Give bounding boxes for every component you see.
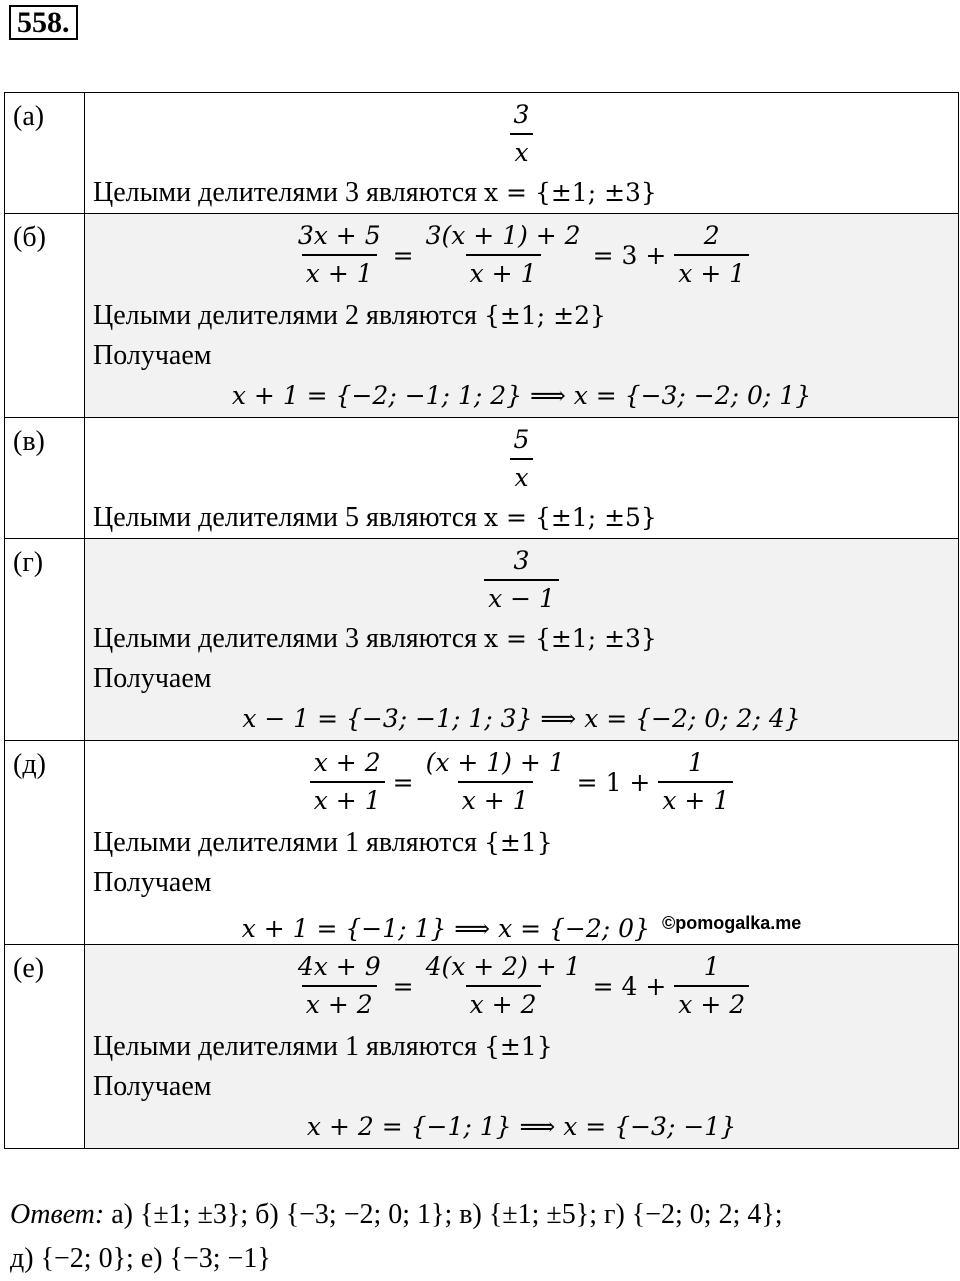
divisors-line: Целыми делителями 5 являются x = {±1; ±5}: [93, 502, 657, 533]
row-content: [85, 945, 959, 1149]
divisors-line: Целыми делителями 3 являются x = {±1; ±3}: [93, 177, 657, 208]
row-content: [85, 539, 959, 741]
row-label: (г): [5, 539, 85, 741]
row-label: (б): [5, 214, 85, 418]
fraction: $\frac{3}{x}$: [510, 97, 534, 171]
equation: $\frac{4x + 9}{x + 2}$ = $\frac{4(x + 2) + 1}{x + 2}$ = 4 + $\frac{1}{x + 2}$: [93, 945, 950, 1027]
solution-row-b: [5, 214, 959, 418]
solution-row-v: [5, 418, 959, 539]
answer-line-2: д) {−2; 0}; е) {−3; −1}: [10, 1243, 271, 1274]
divisors-line: Целыми делителями 3 являются x = {±1; ±3}: [93, 623, 657, 654]
solution-table: [4, 92, 959, 1149]
result-line: x + 1 = {−2; −1; 1; 2} ⟹ x = {−3; −2; 0; 1}: [231, 381, 812, 410]
get-label: Получаем: [93, 1071, 212, 1102]
row-label: (д): [5, 741, 85, 945]
get-label: Получаем: [93, 663, 212, 694]
solution-row-a: [5, 93, 959, 214]
get-label: Получаем: [93, 867, 212, 898]
result-line: x + 2 = {−1; 1} ⟹ x = {−3; −1}: [306, 1112, 737, 1141]
result-line: x − 1 = {−3; −1; 1; 3} ⟹ x = {−2; 0; 2; 4}: [242, 704, 801, 733]
row-content: [85, 418, 959, 539]
divisors-line: Целыми делителями 2 являются {±1; ±2}: [93, 300, 606, 331]
solution-row-g: [5, 539, 959, 741]
get-label: Получаем: [93, 340, 212, 371]
row-content: [85, 93, 959, 214]
answer-label: Ответ:: [10, 1199, 105, 1230]
row-content: [85, 214, 959, 418]
solution-row-d: [5, 741, 959, 945]
answer-line-1: Ответ: а) {±1; ±3}; б) {−3; −2; 0; 1}; в) {±1; ±5}; г) {−2; 0; 2; 4};: [10, 1199, 783, 1230]
row-label: (а): [5, 93, 85, 214]
equation: $\frac{x + 2}{x + 1}$ = $\frac{(x + 1) + 1}{x + 1}$ = 1 + $\frac{1}{x + 1}$: [93, 741, 950, 823]
watermark: ©pomogalka.me: [661, 913, 802, 933]
row-label: (в): [5, 418, 85, 539]
solution-row-e: [5, 945, 959, 1149]
result-line: x + 1 = {−1; 1} ⟹ x = {−2; 0} $^{©pomogalka.me}$: [241, 913, 802, 943]
problem-number: 558.: [9, 5, 78, 40]
divisors-line: Целыми делителями 1 являются {±1}: [93, 1031, 553, 1062]
row-content: [85, 741, 959, 945]
divisors-line: Целыми делителями 1 являются {±1}: [93, 827, 553, 858]
fraction: $\frac{3}{x - 1}$: [484, 543, 559, 617]
fraction: $\frac{5}{x}$: [510, 422, 534, 496]
row-label: (е): [5, 945, 85, 1149]
answer-block: [10, 1193, 783, 1281]
equation: $\frac{3x + 5}{x + 1}$ = $\frac{3(x + 1) + 2}{x + 1}$ = 3 + $\frac{2}{x + 1}$: [93, 214, 950, 296]
